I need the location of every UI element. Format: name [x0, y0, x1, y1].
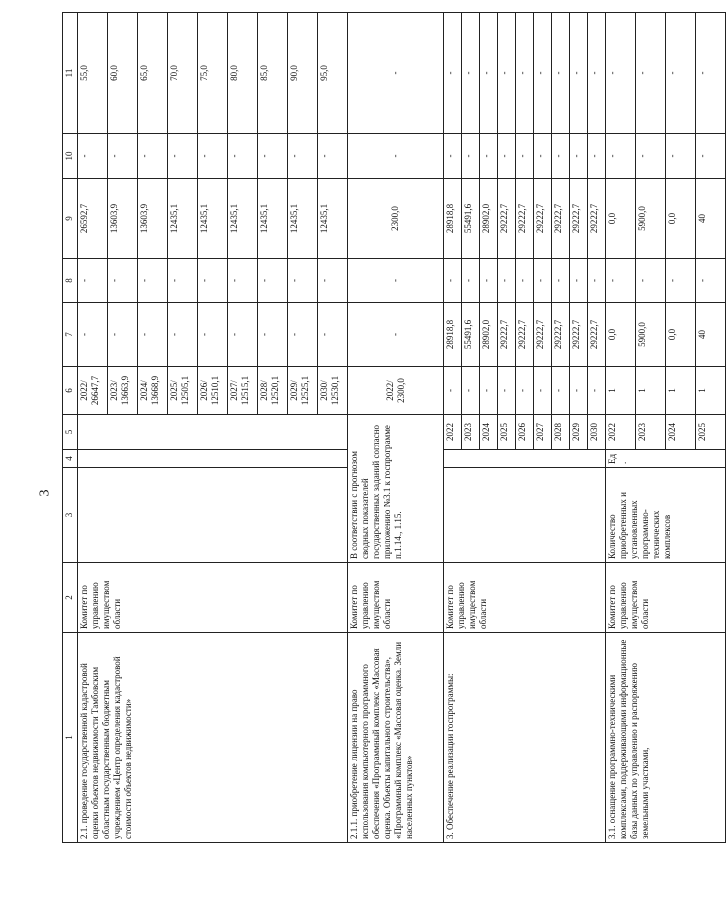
year-cell: 2023	[462, 415, 480, 450]
value-cell: -	[348, 259, 444, 303]
value-cell: 80,0	[228, 13, 258, 134]
value-cell: -	[498, 134, 516, 179]
value-cell: 2024/ 13668,9	[138, 367, 168, 415]
value-cell: 85,0	[258, 13, 288, 134]
value-cell: -	[498, 259, 516, 303]
table-row	[444, 13, 462, 843]
value-cell: 29222,7	[498, 179, 516, 259]
year-cell	[78, 415, 348, 450]
value-cell: -	[462, 259, 480, 303]
value-cell: -	[198, 259, 228, 303]
value-cell: -	[516, 134, 534, 179]
value-cell: -	[666, 13, 696, 134]
value-cell: -	[570, 367, 588, 415]
value-cell: 40	[696, 179, 726, 259]
value-cell: 95,0	[318, 13, 348, 134]
responsible-body: Комитет по управлению имуществом области	[78, 563, 348, 633]
unit-cell: Ед.	[606, 450, 726, 468]
value-cell: 55491,6	[462, 179, 480, 259]
value-cell: 29222,7	[588, 303, 606, 367]
value-cell: 55,0	[78, 13, 108, 134]
value-cell: -	[696, 134, 726, 179]
value-cell: -	[168, 259, 198, 303]
value-cell: 1	[666, 367, 696, 415]
value-cell: -	[288, 259, 318, 303]
value-cell: 55491,6	[462, 303, 480, 367]
value-cell: -	[168, 134, 198, 179]
header-cell: 1	[63, 633, 78, 843]
value-cell: 75,0	[198, 13, 228, 134]
document-sheet	[62, 13, 707, 843]
indicator-cell: В соответствии с прогнозом сводных показателей государственных заданий согласно приложению №3.1 к госпрограмме п.1.14., 1.15.	[348, 415, 444, 563]
value-cell: -	[636, 134, 666, 179]
value-cell: -	[348, 13, 444, 134]
value-cell: -	[570, 259, 588, 303]
value-cell: 65,0	[138, 13, 168, 134]
value-cell: -	[318, 134, 348, 179]
value-cell: 29222,7	[588, 179, 606, 259]
value-cell: 26592,7	[78, 179, 108, 259]
header-cell: 9	[63, 179, 78, 259]
value-cell: 13603,9	[108, 179, 138, 259]
value-cell: -	[318, 259, 348, 303]
header-cell: 2	[63, 563, 78, 633]
value-cell: -	[258, 259, 288, 303]
value-cell: -	[258, 303, 288, 367]
measure-title: 3. Обеспечение реализации госпрограммы:	[444, 633, 606, 843]
value-cell: 2028/ 12520,1	[258, 367, 288, 415]
value-cell: -	[288, 134, 318, 179]
value-cell: 12435,1	[318, 179, 348, 259]
value-cell: 29222,7	[552, 303, 570, 367]
year-cell: 2029	[570, 415, 588, 450]
header-cell: 3	[63, 468, 78, 563]
value-cell: -	[78, 303, 108, 367]
value-cell: -	[444, 134, 462, 179]
value-cell: -	[108, 134, 138, 179]
value-cell: -	[444, 13, 462, 134]
value-cell: -	[198, 134, 228, 179]
value-cell: 29222,7	[534, 179, 552, 259]
measure-title: 2.1. проведение государственной кадастровой оценки объектов недвижимости Тамбовским областным государственным бюджетным учреждением «Центр определения кадастровой стоимости объектов недвижимости»	[78, 633, 348, 843]
value-cell: 40	[696, 303, 726, 367]
value-cell: 28918,8	[444, 179, 462, 259]
value-cell: 90,0	[288, 13, 318, 134]
value-cell: -	[462, 134, 480, 179]
value-cell: -	[480, 13, 498, 134]
year-cell: 2024	[666, 415, 696, 450]
value-cell: 60,0	[108, 13, 138, 134]
value-cell: -	[636, 259, 666, 303]
value-cell: -	[318, 303, 348, 367]
value-cell: -	[588, 134, 606, 179]
value-cell: -	[516, 259, 534, 303]
value-cell: -	[228, 134, 258, 179]
value-cell: -	[348, 134, 444, 179]
value-cell: -	[462, 13, 480, 134]
year-cell: 2028	[552, 415, 570, 450]
value-cell: -	[534, 367, 552, 415]
value-cell: -	[78, 259, 108, 303]
value-cell: 12435,1	[258, 179, 288, 259]
value-cell: -	[138, 259, 168, 303]
value-cell: -	[552, 367, 570, 415]
value-cell: 5900,0	[636, 179, 666, 259]
value-cell: -	[480, 367, 498, 415]
value-cell: -	[588, 13, 606, 134]
value-cell: -	[480, 134, 498, 179]
value-cell: -	[462, 367, 480, 415]
value-cell: 29222,7	[570, 179, 588, 259]
value-cell: 1	[606, 367, 636, 415]
value-cell: 12435,1	[228, 179, 258, 259]
value-cell: -	[78, 134, 108, 179]
value-cell: 29222,7	[552, 179, 570, 259]
value-cell: -	[498, 13, 516, 134]
header-cell: 4	[63, 450, 78, 468]
value-cell: -	[138, 134, 168, 179]
value-cell: 0,0	[606, 179, 636, 259]
year-cell: 2023	[636, 415, 666, 450]
measure-title: 2.1.1. приобретение лицензии на право использования компьютерного программного обеспечения «Программный комплекс «Массовая оценка. Объекты капитального строительства», «Программный комплекс «Массовая оценка. Земли населенных пунктов»	[348, 633, 444, 843]
value-cell: -	[570, 13, 588, 134]
value-cell: 2027/ 12515,1	[228, 367, 258, 415]
header-cell: 10	[63, 134, 78, 179]
indicator-cell: Количество приобретенных и установленных программно-технических комплексов	[606, 468, 726, 563]
value-cell: 2022/ 26647,7	[78, 367, 108, 415]
value-cell: 2025/ 12505,1	[168, 367, 198, 415]
value-cell: 13603,9	[138, 179, 168, 259]
value-cell: 2029/ 12525,1	[288, 367, 318, 415]
value-cell: 28902,0	[480, 303, 498, 367]
value-cell: -	[516, 13, 534, 134]
value-cell: 12435,1	[198, 179, 228, 259]
responsible-body: Комитет по управлению имуществом области	[348, 563, 444, 633]
value-cell: -	[606, 259, 636, 303]
table-row	[348, 13, 444, 843]
value-cell: 28918,8	[444, 303, 462, 367]
year-cell: 2022	[444, 415, 462, 450]
value-cell: 2026/ 12510,1	[198, 367, 228, 415]
year-cell: 2030	[588, 415, 606, 450]
value-cell: 0,0	[606, 303, 636, 367]
value-cell: -	[696, 13, 726, 134]
header-cell: 8	[63, 259, 78, 303]
value-cell: -	[108, 259, 138, 303]
unit-cell	[78, 450, 348, 468]
value-cell: -	[444, 367, 462, 415]
year-cell: 2024	[480, 415, 498, 450]
value-cell: 29222,7	[570, 303, 588, 367]
unit-cell	[444, 450, 606, 468]
value-cell: -	[258, 134, 288, 179]
value-cell: -	[666, 134, 696, 179]
value-cell: -	[666, 259, 696, 303]
value-cell: 29222,7	[534, 303, 552, 367]
value-cell: -	[636, 13, 666, 134]
value-cell: -	[228, 259, 258, 303]
value-cell: -	[516, 367, 534, 415]
value-cell: -	[138, 303, 168, 367]
value-cell: -	[108, 303, 138, 367]
responsible-body: Комитет по управлению имуществом области	[444, 563, 606, 633]
header-cell: 11	[63, 13, 78, 134]
value-cell: 12435,1	[288, 179, 318, 259]
table-row	[78, 13, 108, 843]
year-cell: 2026	[516, 415, 534, 450]
value-cell: -	[228, 303, 258, 367]
value-cell: 29222,7	[516, 179, 534, 259]
value-cell: -	[480, 259, 498, 303]
value-cell: -	[534, 13, 552, 134]
year-cell: 2025	[696, 415, 726, 450]
value-cell: 5900,0	[636, 303, 666, 367]
indicator-cell	[78, 468, 348, 563]
page-number: 3	[37, 489, 53, 497]
value-cell: -	[606, 13, 636, 134]
value-cell: -	[168, 303, 198, 367]
value-cell: -	[288, 303, 318, 367]
value-cell: -	[588, 259, 606, 303]
header-cell: 6	[63, 367, 78, 415]
value-cell: 29222,7	[498, 303, 516, 367]
value-cell: -	[696, 259, 726, 303]
header-row	[63, 13, 78, 843]
indicator-cell	[444, 468, 606, 563]
value-cell: -	[552, 134, 570, 179]
value-cell: -	[498, 367, 516, 415]
table-row	[606, 13, 636, 843]
value-cell: 2030/ 12530,1	[318, 367, 348, 415]
value-cell: 1	[696, 367, 726, 415]
value-cell: 70,0	[168, 13, 198, 134]
value-cell: 28902,0	[480, 179, 498, 259]
year-cell: 2027	[534, 415, 552, 450]
measure-title: 3.1. оснащение программно-техническими комплексами, поддерживающими информационные базы данных по управлению и распоряжению земельными участками,	[606, 633, 726, 843]
year-cell: 2025	[498, 415, 516, 450]
value-cell: -	[552, 13, 570, 134]
value-cell: 29222,7	[516, 303, 534, 367]
value-cell: 2023/ 13663,9	[108, 367, 138, 415]
value-cell: 2022/ 2300,0	[348, 367, 444, 415]
value-cell: 2300,0	[348, 179, 444, 259]
value-cell: -	[198, 303, 228, 367]
value-cell: 0,0	[666, 303, 696, 367]
value-cell: -	[348, 303, 444, 367]
value-cell: -	[570, 134, 588, 179]
value-cell: -	[534, 259, 552, 303]
value-cell: -	[588, 367, 606, 415]
value-cell: 1	[636, 367, 666, 415]
year-cell: 2022	[606, 415, 636, 450]
header-cell: 7	[63, 303, 78, 367]
header-cell: 5	[63, 415, 78, 450]
value-cell: 12435,1	[168, 179, 198, 259]
value-cell: -	[606, 134, 636, 179]
responsible-body: Комитет по управлению имуществом области	[606, 563, 726, 633]
value-cell: -	[552, 259, 570, 303]
program-table	[62, 12, 726, 843]
value-cell: -	[444, 259, 462, 303]
value-cell: -	[534, 134, 552, 179]
value-cell: 0,0	[666, 179, 696, 259]
